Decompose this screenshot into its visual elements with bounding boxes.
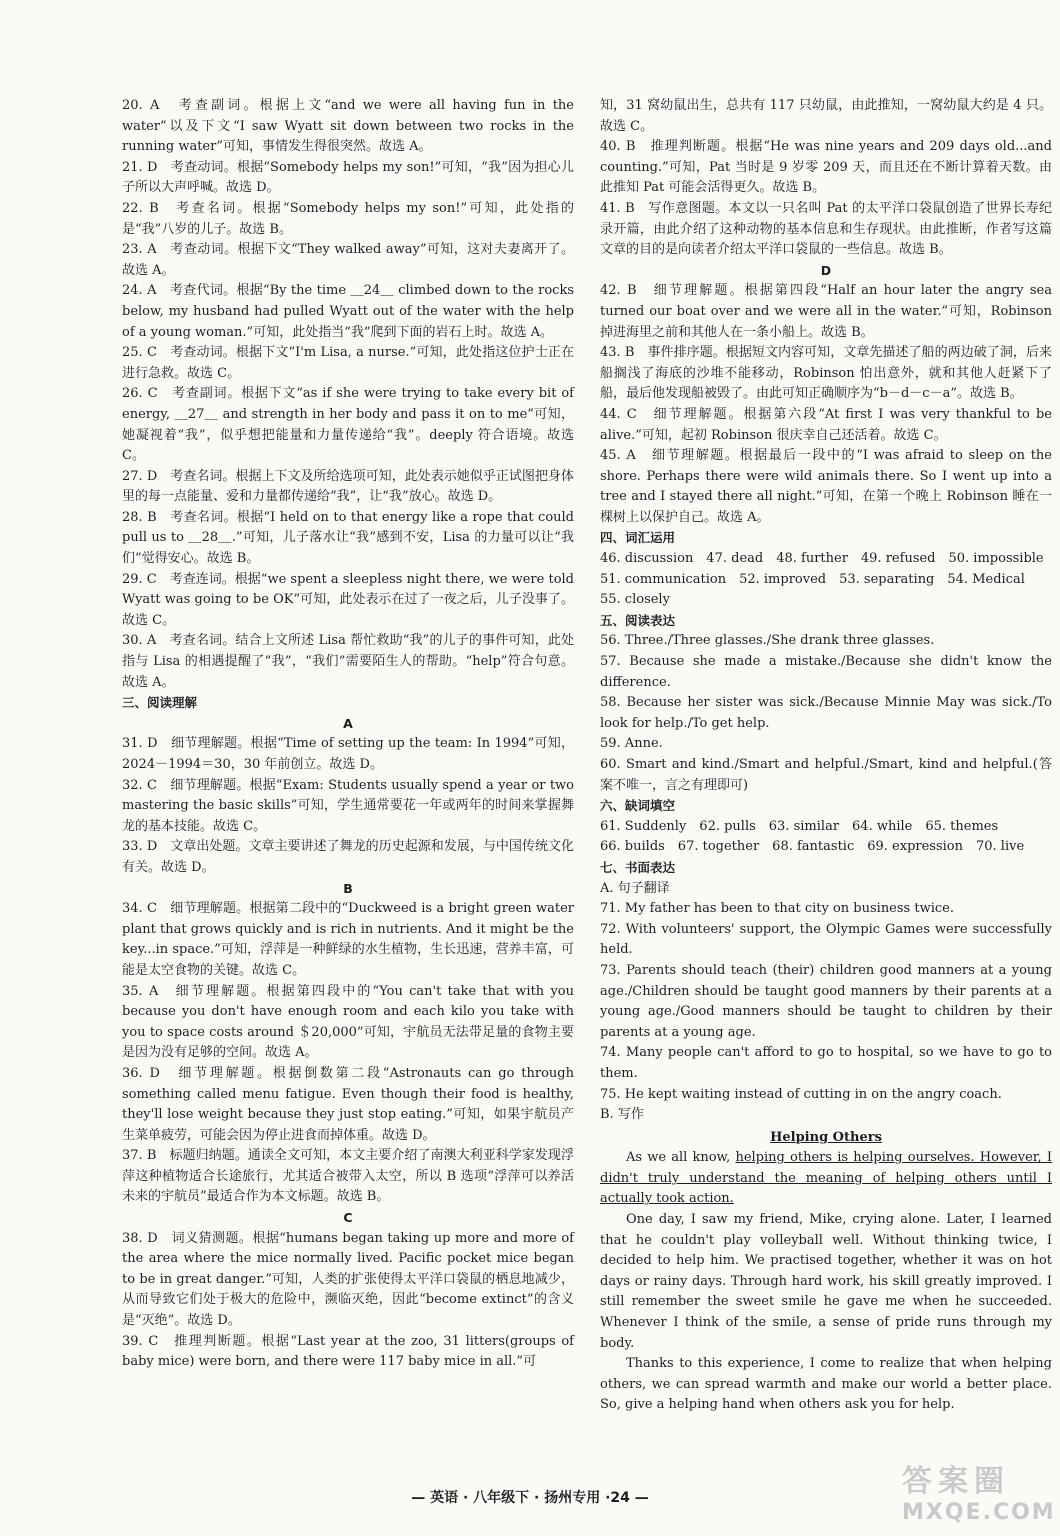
answer-item: 31. D 细节理解题。根据“Time of setting up the team: In 1994”可知，2024－1994＝30，30 年前创立。故选 D。 (122, 736, 574, 772)
answer-item: 56. Three./Three glasses./She drank three glasses. (600, 633, 935, 649)
answer-item: 20. A 考查副词。根据上文“and we were all having fun in the water”以及下文“I saw Wyatt sit down between two rocks in the running water”可知，事情发生得很突然。故选 A。 (122, 98, 574, 155)
answer-item: 29. C 考查连词。根据“we spent a sleepless night there, we were told Wyatt was going to be OK”可知，此处表示在过了一夜之后，儿子没事了。故选 C。 (122, 571, 574, 628)
answer-item: 35. A 细节理解题。根据第四段中的“You can't take that with you because you don't have enough room and each kilo you take with you to space costs around ＄20,000”可知，宇航员无法带足量的食物主要是因为没有足够的空间。故选 A。 (122, 983, 574, 1061)
section-heading: 三、阅读理解 (122, 695, 198, 711)
answer-item: 24. A 考查代词。根据“By the time ＿24＿ climbed down to the rocks below, my husband had pulled Wyatt out of the water with the help of a young woman.”可知，此处指当“我”爬到下面的岩石上时。故选 A。 (122, 283, 574, 340)
answer-item: 知，31 窝幼鼠出生，总共有 117 只幼鼠，由此推知，一窝幼鼠大约是 4 只。故选 C。 (600, 98, 1052, 134)
essay-paragraph-1 (600, 1148, 1052, 1210)
answer-item: 23. A 考查动词。根据下文“They walked away”可知，这对夫妻离开了。故选 A。 (122, 242, 574, 278)
essay-paragraph-3: Thanks to this experience, I come to realize that when helping others, we can spread warmth and make our world a better place. So, give a helping hand when others ask you for help. (600, 1356, 1052, 1413)
right-items (600, 96, 1052, 1126)
answer-item: 22. B 考查名词。根据“Somebody helps my son!”可知，此处指的是“我”八岁的儿子。故选 B。 (122, 200, 574, 237)
answer-item: 43. B 事件排序题。根据短文内容可知，文章先描述了船的两边破了洞，后来船搁浅了海底的沙堆不能移动，Robinson 怕出意外，就和其他人赶紧下了船，最后他发现船被毁了。由此可知正确顺序为“b－d－c－a”。故选 B。 (600, 345, 1052, 402)
essay-intro-plain: As we all know, (626, 1150, 736, 1166)
answer-item: 33. D 文章出处题。文章主要讲述了舞龙的历史起源和发展，与中国传统文化有关。故选 D。 (122, 839, 574, 875)
left-column (122, 96, 574, 1373)
subsection-heading: D (820, 262, 832, 278)
answer-item: 38. D 词义猜测题。根据“humans began taking up more and more of the area where the mice normally lived. Pacific pocket mice began to be in great danger.”可知，人类的扩张使得太平洋口袋鼠的栖息地减少，从而导致它们处于极大的危险中，濒临灭绝，因此“become extinct”的含义是“灭绝”。故选 D。 (122, 1230, 574, 1329)
answer-item: 72. With volunteers' support, the Olympic Games were successfully held. (600, 921, 1052, 958)
answer-item: 41. B 写作意图题。本文以一只名叫 Pat 的太平洋口袋鼠创造了世界长寿纪录开篇，由此介绍了这种动物的基本信息和生存现状。由此推断，作者写这篇文章的目的是向读者介绍太平洋口袋鼠的一些信息。故选 B。 (600, 200, 1052, 258)
watermark-bottom: MXQE.COM (902, 1500, 1056, 1525)
answer-item: 28. B 考查名词。根据“I held on to that energy like a rope that could pull us to ＿28＿.”可知，儿子落水让“我”感到不安，Lisa 的力量可以让“我们”觉得安心。故选 B。 (122, 509, 574, 567)
subsection-heading: B (343, 880, 353, 896)
answer-line: 46. discussion 47. dead 48. further 49. refused 50. impossible (600, 551, 1044, 567)
answer-item: 40. B 推理判断题。根据“He was nine years and 209 days old...and counting.”可知，Pat 当时是 9 岁零 209 天，而且还在不断计算着天数。由此推知 Pat 可能会活得更久。故选 B。 (600, 139, 1052, 196)
answer-item: 25. C 考查动词。根据下文“I'm Lisa, a nurse.”可知，此处指这位护士正在进行急救。故选 C。 (122, 345, 574, 381)
essay-paragraph-2: One day, I saw my friend, Mike, crying alone. Later, I learned that he couldn't play volleyball well. Without thinking twice, I decided to help him. We practised together, whether it was on hot days or rainy days. Through hard work, his skill greatly improved. I still remember the sweet smile he gave me when he succeeded. Whenever I think of the smile, a sense of pride runs through my body. (600, 1212, 1052, 1351)
subsection-heading: A (343, 715, 353, 731)
watermark-top: 答案圈 (902, 1464, 1010, 1499)
answer-item: 36. D 细节理解题。根据倒数第二段“Astronauts can go through something called menu fatigue. Even though their food is healthy, they'll lose weight because they just stop eating.”可知，如果宇航员产生菜单疲劳，可能会因为停止进食而掉体重。故选 D。 (122, 1065, 574, 1143)
section-heading: 五、阅读表达 (600, 612, 676, 628)
essay-title: Helping Others (770, 1129, 882, 1145)
answer-item: 39. C 推理判断题。根据“Last year at the zoo, 31 litters(groups of baby mice) were born, and there were 117 baby mice in all.”可 (122, 1333, 574, 1370)
answer-line: B. 写作 (600, 1107, 644, 1123)
answer-line: 61. Suddenly 62. pulls 63. similar 64. while 65. themes (600, 818, 999, 834)
watermark-logo (902, 1464, 1056, 1532)
answer-item: 34. C 细节理解题。根据第二段中的“Duckweed is a bright green water plant that grows quickly and is rich in nutrients. And it might be the key...in space.”可知，浮萍是一种鲜绿的水生植物，生长迅速，营养丰富，可能是太空食物的关键。故选 C。 (122, 901, 574, 978)
essay-intro-underlined: helping others is helping ourselves. However, I didn't truly understand the meaning of helping others until I actually took action. (600, 1150, 1052, 1207)
answer-line: 66. builds 67. together 68. fantastic 69. expression 70. live (600, 839, 1025, 855)
answer-line: 55. closely (600, 592, 670, 608)
page-footer: — 英语 · 八年级下 · 扬州专用 ·24 — (411, 1490, 649, 1506)
answer-item: 27. D 考查名词。根据上下文及所给选项可知，此处表示她似乎正试图把身体里的每一点能量、爱和力量都传递给“我”，让“我”放心。故选 D。 (122, 468, 574, 505)
answer-item: 44. C 细节理解题。根据第六段“At first I was very thankful to be alive.”可知，起初 Robinson 很庆幸自己还活着。故选 C。 (600, 406, 1052, 443)
section-heading: 四、词汇运用 (600, 530, 676, 546)
essay (600, 1128, 1052, 1416)
answer-item: 73. Parents should teach (their) children good manners at a young age./Children should be taught good manners by their parents at a young age./Good manners should be taught to children by their parents at a young age. (600, 962, 1052, 1040)
right-column (600, 96, 1052, 1416)
answer-item: 71. My father has been to that city on business twice. (600, 901, 954, 917)
answer-item: 57. Because she made a mistake./Because she didn't know the difference. (600, 654, 1052, 690)
section-heading: 七、书面表达 (600, 859, 676, 875)
answer-item: 60. Smart and kind./Smart and helpful./Smart, kind and helpful.(答案不唯一，言之有理即可) (600, 757, 1052, 793)
answer-item: 74. Many people can't afford to go to hospital, so we have to go to them. (600, 1045, 1052, 1081)
answer-item: 45. A 细节理解题。根据最后一段中的“I was afraid to sleep on the shore. Perhaps there were wild animals there. So I went up into a tree and I stayed there all night.”可知，在第一个晚上 Robinson 睡在一棵树上以保护自己。故选 A。 (600, 448, 1052, 525)
answer-item: 75. He kept waiting instead of cutting in on the angry coach. (600, 1086, 1002, 1102)
answer-item: 59. Anne. (600, 736, 663, 752)
answer-line: A. 句子翻译 (600, 880, 670, 896)
answer-item: 26. C 考查副词。根据下文“as if she were trying to take every bit of energy, ＿27＿ and strength in her body and pass it on to me”可知，她凝视着“我”，似乎想把能量和力量传递给“我”。deeply 符合语境。故选 C。 (122, 386, 574, 464)
answer-line: 51. communication 52. improved 53. separating 54. Medical (600, 571, 1025, 587)
section-heading: 六、缺词填空 (600, 798, 676, 814)
answer-item: 42. B 细节理解题。根据第四段“Half an hour later the angry sea turned our boat over and we were all in the water.”可知，Robinson 掉进海里之前和其他人在一条小船上。故选 B。 (600, 283, 1052, 340)
answer-item: 32. C 细节理解题。根据“Exam: Students usually spend a year or two mastering the basic skills”可知，学生通常要花一年或两年的时间来掌握舞龙的基本技能。故选 C。 (122, 777, 574, 834)
answer-item: 21. D 考查动词。根据“Somebody helps my son!”可知，“我”因为担心儿子所以大声呼喊。故选 D。 (122, 159, 574, 196)
answer-item: 30. A 考查名词。结合上文所述 Lisa 帮忙救助“我”的儿子的事件可知，此处指与 Lisa 的相遇提醒了“我”，“我们”需要陌生人的帮助。“help”符合句意。故选 A。 (122, 633, 574, 690)
answer-item: 58. Because her sister was sick./Because Minnie May was sick./To look for help./To get help. (600, 695, 1052, 731)
subsection-heading: C (343, 1210, 353, 1226)
answer-item: 37. B 标题归纳题。通读全文可知，本文主要介绍了南澳大利亚科学家发现浮萍这种植物适合长途旅行，尤其适合被带入太空，所以 B 选项“浮萍可以养活未来的宇航员”最适合作为本文标题。故选 B。 (122, 1148, 574, 1205)
